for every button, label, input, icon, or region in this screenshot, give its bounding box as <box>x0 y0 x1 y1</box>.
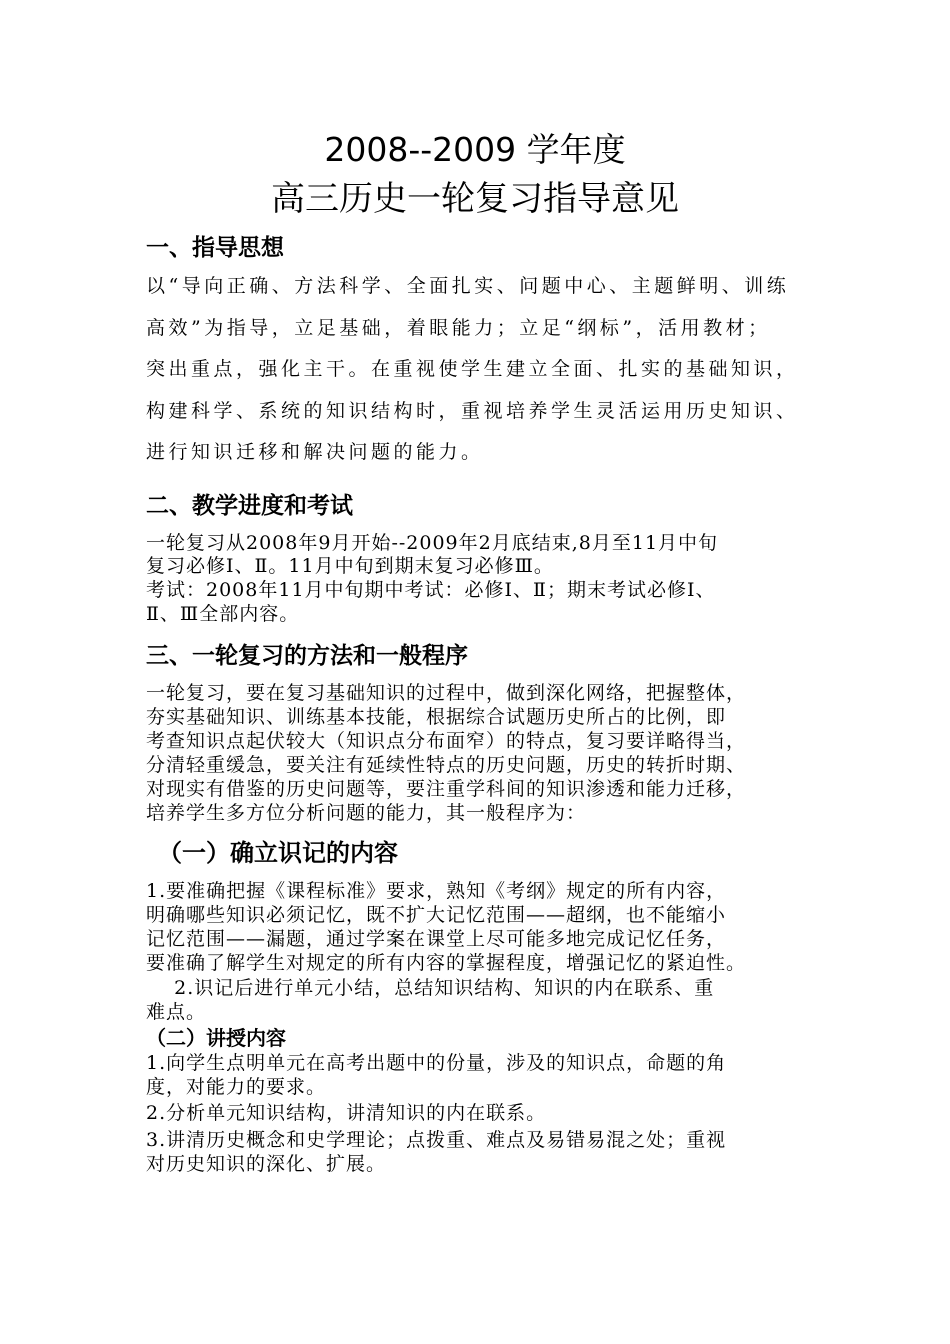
paragraph-line: 2.分析单元知识结构，讲清知识的内在联系。 <box>146 1102 547 1124</box>
document-title: 高三历史一轮复习指导意见 <box>271 179 679 219</box>
paragraph-line: 1.向学生点明单元在高考出题中的份量，涉及的知识点，命题的角 <box>146 1052 727 1074</box>
paragraph-line: 1.要准确把握《课程标准》要求，熟知《考纲》规定的所有内容， <box>146 880 727 902</box>
paragraph-line: 度，对能力的要求。 <box>146 1076 327 1098</box>
paragraph-line: 考试：2008年11月中旬期中考试：必修Ⅰ、Ⅱ；期末考试必修Ⅰ、 <box>146 579 716 601</box>
paragraph-line: 突出重点，强化主干。在重视使学生建立全面、扎实的基础知识， <box>146 358 799 380</box>
paragraph-line: 进行知识迁移和解决问题的能力。 <box>146 441 484 463</box>
paragraph-line: 构建科学、系统的知识结构时，重视培养学生灵活运用历史知识、 <box>146 400 799 422</box>
paragraph-line: 要准确了解学生对规定的所有内容的掌握程度，增强记忆的紧迫性。 <box>146 952 747 974</box>
paragraph-line: 夯实基础知识、训练基本技能，根据综合试题历史所占的比例，即 <box>146 706 727 728</box>
paragraph-line: 难点。 <box>146 1001 207 1023</box>
paragraph-line: 复习必修Ⅰ、Ⅱ。11月中旬到期末复习必修Ⅲ。 <box>146 555 554 577</box>
subsection-heading-memorization: （一）确立识记的内容 <box>158 839 398 867</box>
paragraph-line: 一轮复习，要在复习基础知识的过程中，做到深化网络，把握整体， <box>146 682 747 704</box>
paragraph-line: 高效”为指导，立足基础，着眼能力；立足“纲标”，活用教材； <box>146 317 771 339</box>
paragraph-line: 明确哪些知识必须记忆，既不扩大记忆范围——超纲，也不能缩小 <box>146 904 727 926</box>
paragraph-line: 考查知识点起伏较大（知识点分布面窄）的特点，复习要详略得当， <box>146 730 747 752</box>
paragraph-line: Ⅱ、Ⅲ全部内容。 <box>146 603 300 625</box>
subsection-heading-teaching: （二）讲授内容 <box>146 1026 286 1050</box>
document-title-year: 2008--2009 学年度 <box>324 130 626 169</box>
section-heading-schedule-exams: 二、教学进度和考试 <box>146 493 353 519</box>
paragraph-line: 培养学生多方位分析问题的能力，其一般程序为： <box>146 802 587 824</box>
paragraph-line: 2.识记后进行单元小结，总结知识结构、知识的内在联系、重 <box>146 977 715 999</box>
paragraph-line: 分清轻重缓急，要关注有延续性特点的历史问题，历史的转折时期、 <box>146 754 747 776</box>
paragraph-line: 一轮复习从2008年9月开始--2009年2月底结束,8月至11月中旬 <box>146 532 719 554</box>
section-heading-guiding-thought: 一、指导思想 <box>146 235 284 261</box>
paragraph-line: 以“导向正确、方法科学、全面扎实、问题中心、主题鲜明、训练 <box>146 275 790 297</box>
paragraph-line: 3.讲清历史概念和史学理论；点拨重、难点及易错易混之处；重视 <box>146 1129 727 1151</box>
paragraph-line: 记忆范围——漏题，通过学案在课堂上尽可能多地完成记忆任务， <box>146 928 727 950</box>
section-heading-methods-procedure: 三、一轮复习的方法和一般程序 <box>146 643 468 669</box>
paragraph-line: 对现实有借鉴的历史问题等，要注重学科间的知识渗透和能力迁移， <box>146 778 747 800</box>
paragraph-line: 对历史知识的深化、扩展。 <box>146 1153 387 1175</box>
